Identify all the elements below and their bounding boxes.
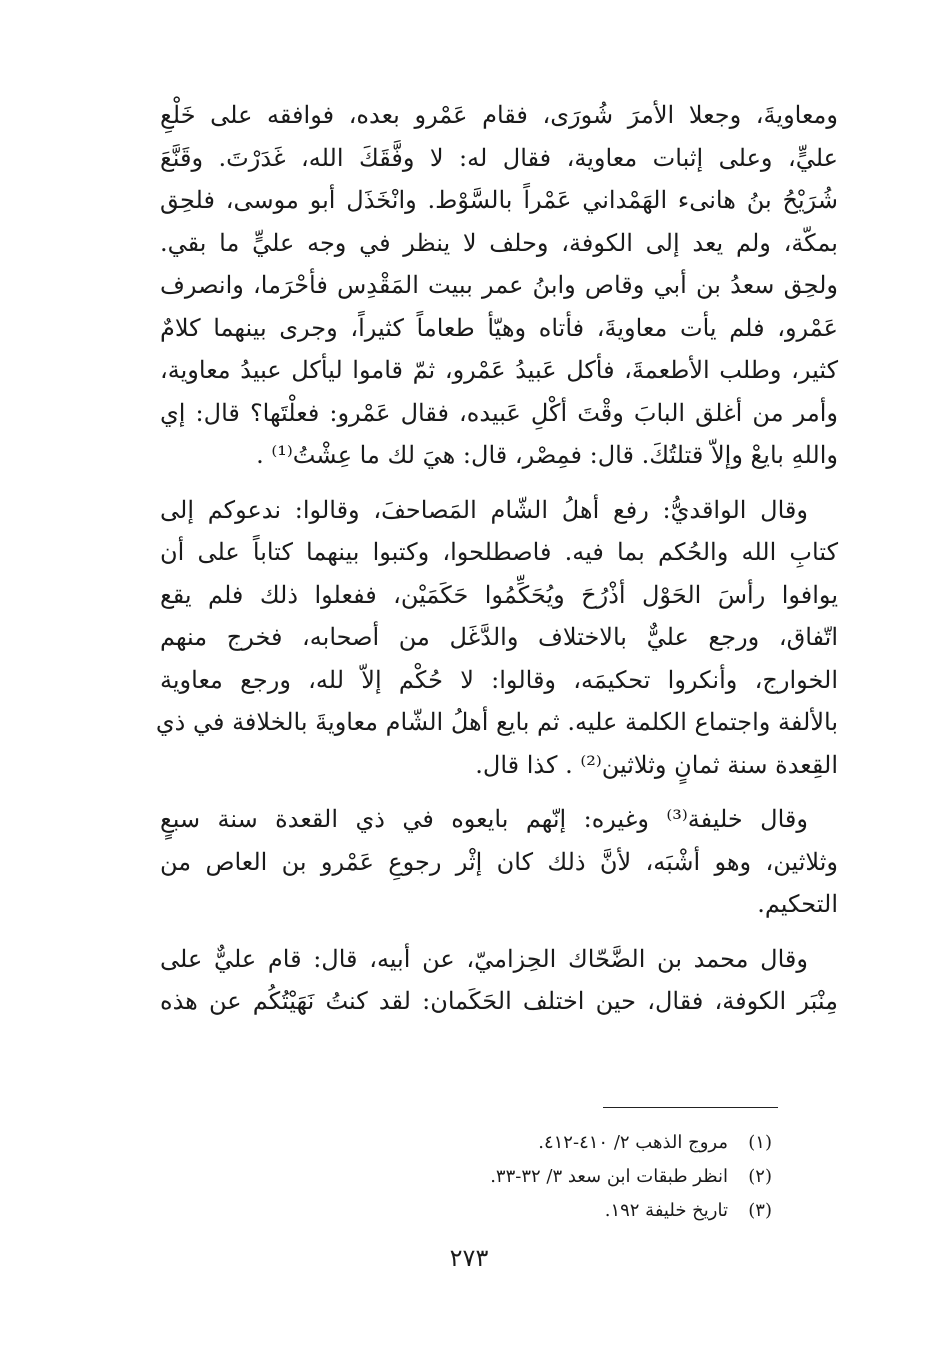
footnote-number: (١) bbox=[748, 1132, 772, 1153]
text-line: كثير، وطلب الأطعمةَ، فأكل عَبيدُ عَمْرو، ثمّ قاموا ليأكل عبيدُ معاوية، bbox=[160, 356, 838, 384]
text-line: بالألفة واجتماع الكلمة عليه. ثم بايع أهلُ الشّام معاويةَ بالخلافة في ذي bbox=[155, 708, 838, 736]
footnotes bbox=[172, 1126, 772, 1228]
text-line: القِعدة سنة ثمانٍ وثلاثين⁽²⁾ . كذا قال. bbox=[475, 750, 838, 779]
footnote-divider bbox=[603, 1107, 778, 1108]
text-line: يوافوا رأسَ الحَوْل أذْرُحَ ويُحَكِّمُوا حَكَمَيْن، ففعلوا ذلك فلم يقع bbox=[160, 580, 838, 609]
footnote-text: تاريخ خليفة ١٩٢. bbox=[604, 1200, 728, 1221]
footnote bbox=[172, 1126, 772, 1160]
text-line: واللهِ بايعْ وإلاّ قتلتُكَ. قال: فمِصْر، قال: هيَ لك ما عِشْتُ⁽¹⁾ . bbox=[256, 441, 838, 469]
paragraph bbox=[160, 798, 838, 926]
text-line: بمكّة، ولم يعد إلى الكوفة، وحلف لا ينظر في وجه عليٍّ ما بقي. bbox=[160, 228, 838, 257]
text-line: وأمر من أغلق البابَ وقْتَ أكْلِ عَبيده، فقال عَمْرو: فعلْتَها؟ قال: إي bbox=[160, 398, 838, 427]
footnote-number: (٢) bbox=[748, 1166, 772, 1187]
text-line: كتابِ الله والحُكم بما فيه. فاصطلحوا، وكتبوا بينهما كتاباً على أن bbox=[160, 538, 839, 566]
text-line: وقال خليفة⁽³⁾ وغيره: إنّهم بايعوه في ذي القعدة سنة سبعٍ bbox=[160, 805, 808, 833]
text-line: وقال الواقديُّ: رفع أهلُ الشّام المَصاحفَ، وقالوا: ندعوكم إلى bbox=[160, 495, 808, 524]
main-text bbox=[155, 94, 839, 1023]
footnote-number: (٣) bbox=[748, 1200, 772, 1221]
paragraph bbox=[160, 94, 838, 477]
footnote-text: مروج الذهب ٢/ ٤١٠-٤١٢. bbox=[538, 1132, 728, 1153]
text-line: ومعاويةَ، وجعلا الأمرَ شُورَى، فقام عَمْرو بعده، فوافقه على خَلْعِ bbox=[160, 101, 838, 129]
text-line: وقال محمد بن الضَّحّاك الحِزاميّ، عن أبيه، قال: قام عليٌّ على bbox=[160, 944, 808, 973]
paragraph bbox=[160, 938, 838, 1023]
text-line: مِنْبَر الكوفة، فقال، حين اختلف الحَكَمان: لقد كنتُ نَهَيْتُكُم عن هذه bbox=[160, 987, 838, 1015]
footnote bbox=[172, 1160, 772, 1194]
text-line: التحكيم. bbox=[757, 890, 838, 918]
footnote-text: انظر طبقات ابن سعد ٣/ ٣٢-٣٣. bbox=[490, 1166, 728, 1187]
text-line: شُرَيْحُ بنُ هانىء الهَمْداني عَمْراً بالسَّوْط. وانْخَذَل أبو موسى، فلحِق bbox=[160, 186, 838, 214]
page-number: ٢٧٣ bbox=[449, 1244, 489, 1272]
text-line: اتّفاق، ورجع عليٌّ بالاختلاف والدَّغَل من أصحابه، فخرج منهم bbox=[160, 623, 838, 651]
footnote bbox=[172, 1194, 772, 1228]
paragraph bbox=[155, 489, 839, 787]
text-line: الخوارج، وأنكروا تحكيمَه، وقالوا: لا حُكْم إلاّ لله، ورجع معاوية bbox=[160, 665, 838, 694]
text-line: ولحِق سعدُ بن أبي وقاص وابنُ عمر ببيت المَقْدِس فأحْرَما، وانصرف bbox=[160, 271, 838, 299]
text-line: وثلاثين، وهو أشْبَه، لأنَّ ذلك كان إثْر رجوعِ عَمْرو بن العاص من bbox=[160, 847, 838, 876]
text-line: عليٍّ، وعلى إثبات معاوية، فقال له: لا وفَّقَكَ الله، غَدَرْتَ. وقَنَّعَ bbox=[160, 143, 838, 172]
text-line: عَمْرو، فلم يأت معاويةَ، فأتاه وهيّأ طعاماً كثيراً، وجرى بينهما كلامٌ bbox=[160, 313, 838, 342]
